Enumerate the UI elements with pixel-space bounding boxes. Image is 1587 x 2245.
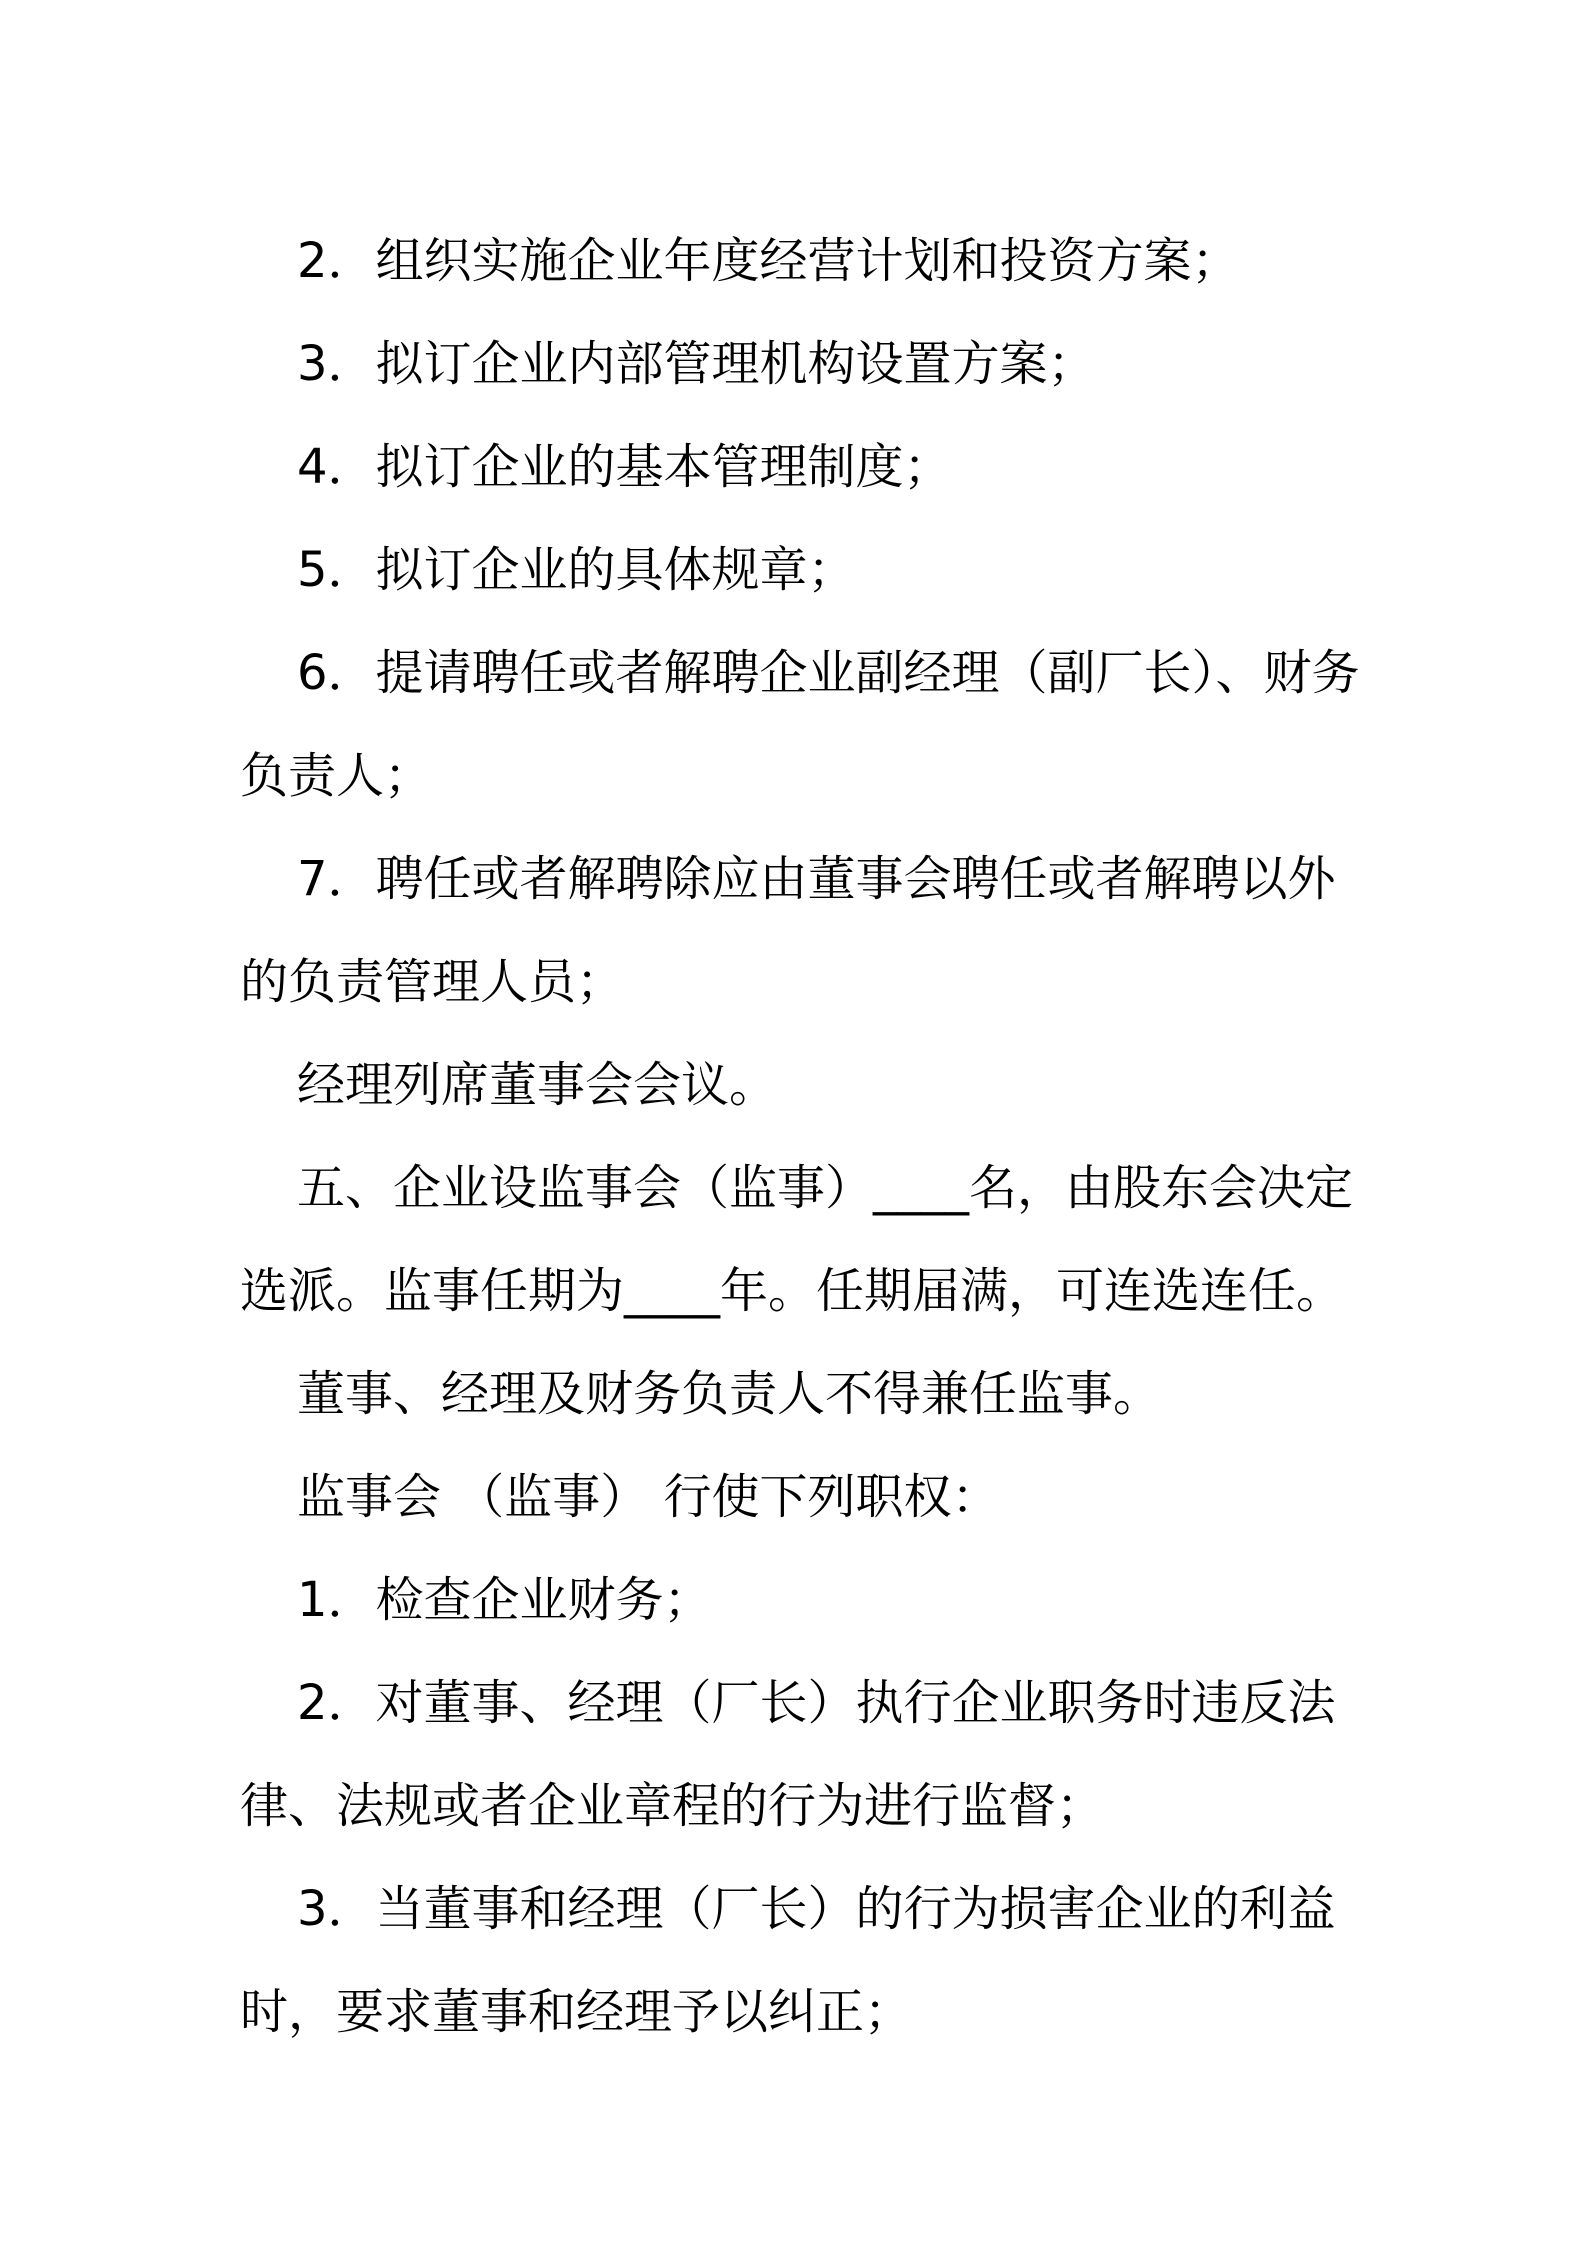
section-five-continued: 选派。监事任期为____年。任期届满，可连选连任。 xyxy=(240,1263,1345,1319)
power-item-2-continued: 律、法规或者企业章程的行为进行监督； xyxy=(240,1778,1105,1834)
section-five-heading: 五、企业设监事会（监事）____名，由股东会决定 xyxy=(297,1160,1354,1216)
list-item-4: 4．拟订企业的基本管理制度； xyxy=(297,439,952,495)
list-item-7: 7．聘任或者解聘除应由董事会聘任或者解聘以外 xyxy=(297,851,1336,907)
list-item-6-continued: 负责人； xyxy=(240,748,433,804)
power-item-3: 3．当董事和经理（厂长）的行为损害企业的利益 xyxy=(297,1881,1336,1937)
power-item-3-continued: 时，要求董事和经理予以纠正； xyxy=(240,1984,913,2040)
list-item-7-continued: 的负责管理人员； xyxy=(240,954,625,1010)
power-item-2: 2．对董事、经理（厂长）执行企业职务时违反法 xyxy=(297,1675,1336,1731)
list-item-3: 3．拟订企业内部管理机构设置方案； xyxy=(297,336,1096,392)
document-body xyxy=(240,210,1360,2064)
paragraph-supervisor-powers: 监事会 （监事） 行使下列职权： xyxy=(297,1469,1000,1525)
paragraph-no-concurrent: 董事、经理及财务负责人不得兼任监事。 xyxy=(297,1366,1162,1422)
list-item-2: 2．组织实施企业年度经营计划和投资方案； xyxy=(297,233,1240,289)
list-item-6: 6．提请聘任或者解聘企业副经理（副厂长）、财务 xyxy=(297,645,1360,701)
list-item-5: 5．拟订企业的具体规章； xyxy=(297,542,856,598)
paragraph-manager-attend: 经理列席董事会会议。 xyxy=(297,1057,778,1113)
power-item-1: 1．检查企业财务； xyxy=(297,1572,712,1628)
